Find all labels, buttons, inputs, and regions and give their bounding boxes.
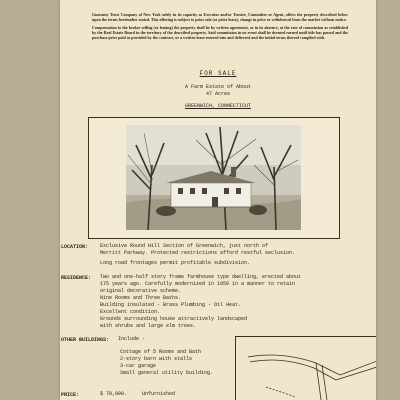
price-label: PRICE: (61, 392, 80, 398)
other-buildings-intro: Include - (118, 336, 146, 342)
residence-line: with shrubs and large elm trees. (100, 323, 197, 329)
listing-line-2: 47 Acres (205, 91, 230, 97)
residence-line: Building insulated - Brass Plumbing - Oil Heat. (100, 302, 242, 308)
farmhouse-photo (126, 125, 301, 230)
location-line: Long road frontages permit profitable subdivision. (100, 260, 251, 266)
terms-notice (92, 12, 348, 43)
residence-line: 175 years ago. Carefully modernized in 1950 in a manner to retain (100, 281, 296, 287)
photo-frame (88, 117, 340, 239)
residence-line: Nine Rooms and Three Baths. (100, 295, 182, 301)
residence-line: original decorative scheme. (100, 288, 182, 294)
notice-paragraph-2: Compensation to the broker selling (or leasing) the property shall be by written agreement, or in its absence, at the rate of commission as established by the Real Estate Board in the territory of the described property. Said commission in no event shall be deemed earned until title has passed and the purchase price paid as provided by the contract, or a written lease entered into and delivered and the initial terms thereof complied with. (92, 25, 348, 40)
other-buildings-label: OTHER BUILDINGS: (61, 337, 110, 343)
listing-location: GREENWICH, CONNECTICUT (184, 103, 251, 109)
residence-line: Two and one-half story frame farmhouse type dwelling, erected about (100, 274, 302, 280)
notice-paragraph-1: Guaranty Trust Company of New York solely in its capacity as Executor and/or Trustee, Committee or Agent, offers the property described below upon the terms hereinafter stated. This offering is subject to prior sale (or prior lease), change in price or withdrawal from the market without notice. (92, 12, 348, 22)
residence-line: Excellent condition. (100, 309, 161, 315)
other-buildings-list (120, 349, 213, 377)
other-building-item: Cottage of 5 Rooms and Bath (120, 349, 202, 355)
residence-label: RESIDENCE: (61, 275, 92, 281)
document-page (60, 0, 376, 400)
location-label: LOCATION: (61, 244, 89, 250)
price-note: Unfurnished (142, 391, 176, 397)
location-text (100, 243, 295, 267)
other-building-item: Small general utility building. (120, 370, 214, 376)
for-sale-heading: FOR SALE (199, 70, 237, 77)
residence-text (100, 274, 301, 330)
other-building-item: 2-story barn with stalls (120, 356, 193, 362)
location-map (235, 336, 376, 400)
location-line: Merritt Parkway. Protected restrictions afford restful seclusion. (100, 250, 296, 256)
location-line: Exclusive Round Hill Section of Greenwich, just north of (100, 243, 269, 249)
price-value: $ 70,000. (100, 391, 128, 397)
other-building-item: 3-car garage (120, 363, 157, 369)
residence-line: Grounds surrounding house attractively landscaped (100, 316, 248, 322)
listing-line-1: A Farm Estate of About (184, 84, 251, 90)
